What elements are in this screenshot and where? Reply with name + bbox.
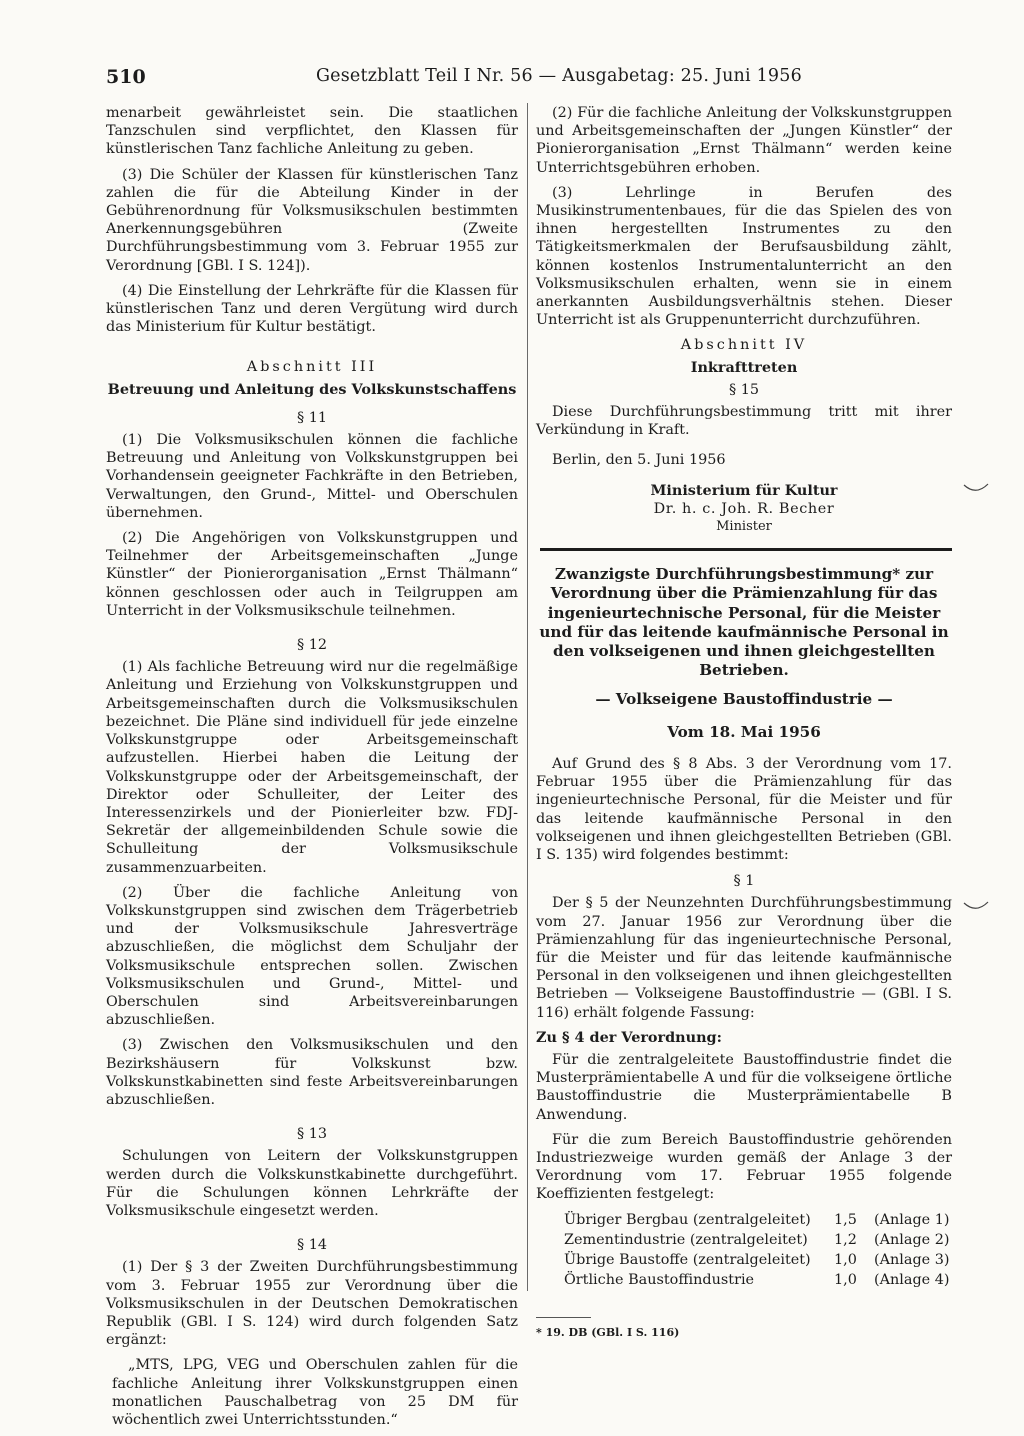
table-row <box>536 1251 950 1271</box>
anlage-ref: (Anlage 4) <box>874 1272 950 1289</box>
coefficient-value: 1,0 <box>834 1272 857 1289</box>
paragraph-sign: § 12 <box>296 637 328 654</box>
paragraph-sign: § 1 <box>733 873 755 890</box>
column-divider <box>527 103 528 1291</box>
paragraph: (3) Lehrlinge in Berufen des Musikinstrumentenbaues, für die das Spielen des von ihnen hergestellten Instrumentes zu den Tätigkeitsmerkmalen der Berufsausbildung zählt, können kostenlos Instrumentalunterricht an den Volksmusikschulen erhalten, wenn sie in einem anerkannten Ausbildungsverhältnis stehen. Dieser Unterricht ist als Gruppenunterricht durchzuführen. <box>536 184 952 329</box>
anlage-ref: (Anlage 1) <box>874 1211 950 1228</box>
paragraph: Schulungen von Leitern der Volkskunstgruppen werden durch die Volkskunstkabinette durchgeführt. Für die Schulungen können Lehrkräfte der Volksmusikschule eingesetzt werden. <box>106 1148 518 1219</box>
paragraph: (1) Der § 3 der Zweiten Durchführungsbestimmung vom 3. Februar 1955 zur Verordnung über die Volksmusikschulen in der Deutschen Demokratischen Republik (GBl. I S. 124) wird durch folgenden Satz ergänzt: <box>106 1259 518 1349</box>
paragraph: Diese Durchführungsbestimmung tritt mit ihrer Verkündung in Kraft. <box>536 404 952 439</box>
paragraph: (1) Als fachliche Betreuung wird nur die regelmäßige Anleitung und Erziehung von Volkskunstgruppen und Arbeitsgemeinschaften durch die Volksmusikschulen bezeichnet. Die Pläne sind individuell für jede einzelne Volkskunstgruppe oder Arbeitsgemeinschaft aufzustellen. Hierbei haben die Leitung der Volkskunstgruppe oder der Arbeitsgemeinschaft, der Direktor oder Schulleiter, der Leiter des Interessenzirkels und der Pionierleiter bzw. FDJ-Sekretär der allgemeinbildenden Schule sowie die Schulleitung der Volksmusikschule zusammenzuarbeiten. <box>106 659 518 876</box>
paragraph: (4) Die Einstellung der Lehrkräfte für die Klassen für künstlerischen Tanz und deren Vergütung wird durch das Ministerium für Kultur bestätigt. <box>106 282 518 336</box>
quote-paragraph: „MTS, LPG, VEG und Oberschulen zahlen für die fachliche Anleitung ihrer Volkskunstgruppen einen monatlichen Pauschalbetrag von 25 DM für wöchentlich zwei Unterrichtsstunden.“ <box>112 1357 518 1428</box>
section-title: Betreuung und Anleitung des Volkskunstschaffens <box>107 380 517 398</box>
pen-mark-icon <box>962 900 990 914</box>
document-title: Zwanzigste Durchführungsbestimmung* zur Verordnung über die Prämienzahlung für das ingenieurtechnische Personal, für die Meister und für das leitende kaufmännische Personal in den volkseigenen und ihnen gleichgestellten Betrieben. <box>539 565 949 680</box>
page-header <box>106 66 952 90</box>
table-row <box>536 1231 950 1251</box>
paragraph: (3) Die Schüler der Klassen für künstlerischen Tanz zahlen die für die Abteilung Kinder in der Gebührenordnung für Volksmusikschulen bestimmten Anerkennungsgebühren (Zweite Durchführungsbestimmung vom 3. Februar 1955 zur Verordnung [GBl. I S. 124]). <box>106 166 518 274</box>
table-row <box>536 1271 950 1291</box>
paragraph: (2) Für die fachliche Anleitung der Volkskunstgruppen und Arbeitsgemeinschaften der „Jungen Künstler“ der Pionierorganisation „Ernst Thälmann“ werden keine Unterrichtsgebühren erhoben. <box>536 105 952 176</box>
paragraph: (3) Zwischen den Volksmusikschulen und den Bezirkshäusern für Volkskunst bzw. Volkskunstkabinetten sind feste Arbeitsvereinbarungen abzuschließen. <box>106 1037 518 1108</box>
industry-name: Übriger Bergbau (zentralgeleitet) <box>564 1211 811 1228</box>
subheading: Zu § 4 der Verordnung: <box>536 1028 722 1046</box>
paragraph: Der § 5 der Neunzehnten Durchführungsbestimmung vom 27. Januar 1956 zur Verordnung über die Prämienzahlung für das ingenieurtechnische Personal, für die Meister und für das leitende kaufmännische Personal in den volkseigenen und ihnen gleichgestellten Betrieben — Volkseigene Baustoffindustrie — (GBl. I S. 116) erhält folgende Fassung: <box>536 895 952 1021</box>
footnote: * 19. DB (GBl. I S. 116) <box>536 1326 680 1340</box>
industry-name: Örtliche Baustoffindustrie <box>564 1272 755 1289</box>
document-date: Vom 18. Mai 1956 <box>667 722 821 741</box>
anlage-ref: (Anlage 3) <box>874 1251 950 1268</box>
paragraph: Auf Grund des § 8 Abs. 3 der Verordnung vom 17. Februar 1955 über die Prämienzahlung für das ingenieurtechnische Personal, für die Meister und für das leitende kaufmännische Personal in den volkseigenen und ihnen gleichgestellten Betrieben (GBl. I S. 135) wird folgendes bestimmt: <box>536 755 952 863</box>
place-date: Berlin, den 5. Juni 1956 <box>552 452 726 469</box>
paragraph: (2) Über die fachliche Anleitung von Volkskunstgruppen sind zwischen dem Trägerbetrieb und der Volksmusikschule Jahresverträge abzuschließen, die möglichst dem Schuljahr der Volksmusikschule entsprechen sollen. Zwischen Volksmusikschulen und Grund-, Mittel- und Oberschulen sind Arbeitsvereinbarungen abzuschließen. <box>106 884 518 1029</box>
pen-mark-icon <box>962 482 990 496</box>
signer-name: Dr. h. c. Joh. R. Becher <box>653 500 835 517</box>
table-row <box>536 1211 950 1231</box>
section-label: Abschnitt III <box>246 359 378 376</box>
coefficient-value: 1,0 <box>834 1251 857 1268</box>
paragraph: Für die zentralgeleitete Baustoffindustrie findet die Musterprämientabelle A und für die volkseigene örtliche Baustoffindustrie die Musterprämientabelle B Anwendung. <box>536 1051 952 1123</box>
paragraph-sign: § 15 <box>728 381 760 398</box>
paragraph: Für die zum Bereich Baustoffindustrie gehörenden Industriezweige wurden gemäß der Anlage 3 der Verordnung vom 17. Februar 1955 folgende Koeffizienten festgelegt: <box>536 1131 952 1203</box>
industry-name: Zementindustrie (zentralgeleitet) <box>564 1231 808 1248</box>
paragraph-sign: § 14 <box>296 1237 328 1254</box>
ministry-name: Ministerium für Kultur <box>650 481 838 499</box>
footnote-separator <box>536 1317 591 1318</box>
header-title: Gesetzblatt Teil I Nr. 56 — Ausgabetag: 25. Juni 1956 <box>316 66 802 86</box>
section-rule <box>540 548 952 551</box>
paragraph-sign: § 13 <box>296 1126 328 1143</box>
coefficient-value: 1,2 <box>834 1231 857 1248</box>
paragraph: menarbeit gewährleistet sein. Die staatlichen Tanzschulen sind verpflichtet, den Klassen für künstlerischen Tanz fachliche Anleitung zu geben. <box>106 105 518 158</box>
section-title: Inkrafttreten <box>690 358 798 376</box>
anlage-ref: (Anlage 2) <box>874 1231 950 1248</box>
document-subtitle: — Volkseigene Baustoffindustrie — <box>595 690 893 709</box>
left-column <box>106 104 518 1436</box>
section-label: Abschnitt IV <box>680 337 808 354</box>
paragraph-sign: § 11 <box>296 409 328 426</box>
right-column <box>536 104 952 1343</box>
paragraph: (1) Die Volksmusikschulen können die fachliche Betreuung und Anleitung von Volkskunstgruppen bei Vorhandensein geeigneter Fachkräfte in den Betrieben, Verwaltungen, den Grund-, Mittel- und Oberschulen übernehmen. <box>106 432 518 521</box>
page-number: 510 <box>106 66 146 88</box>
industry-name: Übrige Baustoffe (zentralgeleitet) <box>564 1251 811 1268</box>
signer-role: Minister <box>716 519 772 535</box>
coefficient-table <box>536 1211 950 1292</box>
paragraph: (2) Die Angehörigen von Volkskunstgruppen und Teilnehmer der Arbeitsgemeinschaften „Junge Künstler“ der Pionierorganisation „Ernst Thälmann“ können geschlossen oder auch in Teilgruppen am Unterricht in der Volksmusikschule teilnehmen. <box>106 530 518 619</box>
coefficient-value: 1,5 <box>834 1211 857 1228</box>
